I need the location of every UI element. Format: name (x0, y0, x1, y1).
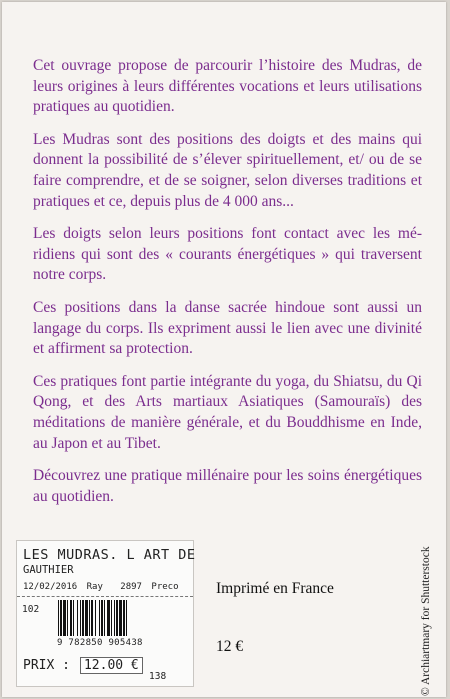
sticker-price-value: 12.00 € (80, 657, 143, 674)
sticker-code: 102 (22, 604, 40, 615)
back-cover (2, 2, 446, 697)
sticker-number: 138 (149, 671, 167, 682)
sticker-ref: 2897 (120, 582, 142, 592)
sticker-price-row (23, 657, 143, 674)
blurb-paragraph-3: Les doigts selon leurs positions font contact avec les méridiens qui sont des « courants énergétiques » qui traversent notre corps. (33, 225, 422, 284)
blurb-paragraph-6: Découvrez une pratique millénaire pour les soins énergétiques au quotidien. (33, 467, 422, 505)
printed-in-label: Imprimé en France (216, 580, 334, 597)
sticker-title: LES MUDRAS. L ART DE (23, 547, 196, 563)
sticker-date: 12/02/2016 (23, 582, 78, 592)
blurb-paragraph-4: Ces positions dans la danse sacrée hindoue sont aussi un langage du corps. Ils expriment aussi le lien avec une divinité et affirment sa protection. (33, 298, 422, 358)
blurb-paragraph-1: Cet ouvrage propose de parcourir l’histoire des Mudras, de leurs origines à leurs différentes vocations et leurs utilisations pratiques au quotidien. (33, 57, 422, 116)
barcode-icon (57, 598, 169, 638)
cover-price: 12 € (216, 638, 244, 655)
sticker-author: GAUTHIER (23, 564, 74, 576)
blurb-paragraph-2: Les Mudras sont des positions des doigts et des mains qui donnent la possibilité de s’élever spirituellement, et/ ou de se faire comprendre, et de se soigner, selon diverses traditions et pratiques et ce, depuis plus de 4 000 ans... (33, 130, 422, 210)
photo-credit: © Archiartmary for Shutterstock (420, 546, 432, 696)
sticker-price-label: PRIX : (23, 658, 70, 673)
price-sticker (16, 540, 194, 687)
blurb-text (33, 56, 422, 519)
sticker-supplier: Preco (151, 582, 179, 592)
barcode-digits: 9 782850 905438 (57, 638, 143, 648)
blurb-paragraph-5: Ces pratiques font partie intégrante du yoga, du Shiatsu, du Qi Qong, et des Arts martiaux Asiatiques (Samouraïs) des méditations de manière générale, et du Bouddhisme en Inde, au Japon et au Tibet. (33, 372, 422, 452)
sticker-divider (17, 596, 193, 597)
sticker-clerk: Ray (86, 582, 103, 592)
sticker-info-line (23, 582, 189, 592)
